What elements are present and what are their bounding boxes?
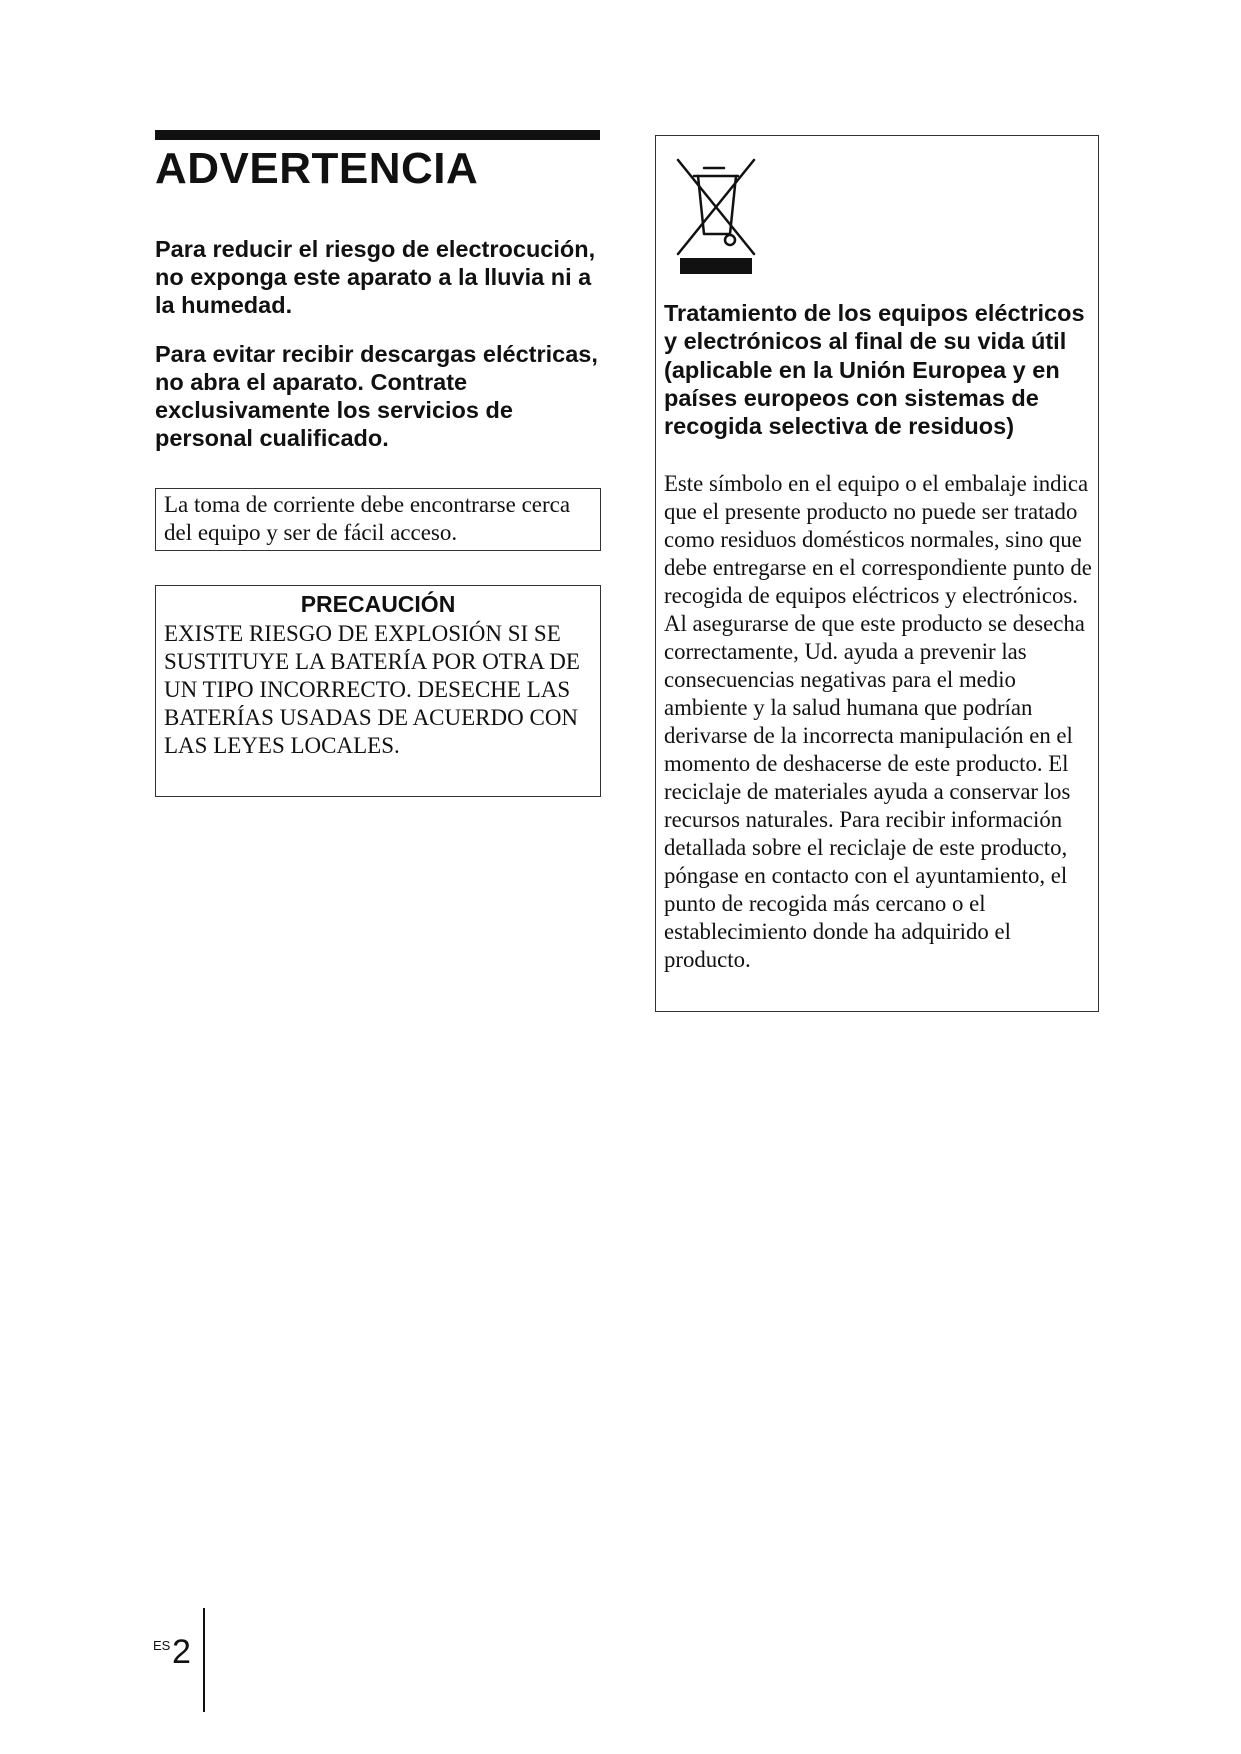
title-rule [155, 130, 600, 140]
crossed-out-wheelie-bin-icon [674, 154, 758, 266]
footer-language-code: ES [153, 1638, 171, 1653]
weee-body-text: Este símbolo en el equipo o el embalaje indica que el presente producto no puede ser tratado como residuos domésticos normales, sino que debe entregarse en el correspondiente punto de recogida de equipos eléctricos y electrónicos. Al asegurarse de que este producto se desecha correctamente, Ud. ayuda a prevenir las consecuencias negativas para el medio ambiente y la salud humana que podrían derivarse de la incorrecta manipulación en el momento de deshacerse de este producto. El reciclaje de materiales ayuda a conservar los recursos naturales. Para recibir información detallada sobre el reciclaje de este producto, póngase en contacto con el ayuntamiento, el punto de recogida más cercano o el establecimiento donde ha adquirido el producto. [664, 471, 1092, 972]
outlet-note-box [155, 488, 601, 551]
warning-moisture: Para reducir el riesgo de electrocución, no exponga este aparato a la lluvia ni a la humedad. [155, 236, 596, 318]
footer-divider [203, 1608, 205, 1712]
caution-box [155, 585, 601, 797]
weee-heading: Tratamiento de los equipos eléctricos y electrónicos al final de su vida útil (aplicable en la Unión Europea y en países europeos con sistemas de recogida selectiva de residuos) [664, 300, 1085, 440]
caution-text: EXISTE RIESGO DE EXPLOSIÓN SI SE SUSTITUYE LA BATERÍA POR OTRA DE UN TIPO INCORRECTO. DESECHE LAS BATERÍAS USADAS DE ACUERDO CON LAS LEYES LOCALES. [164, 621, 580, 758]
page-title: ADVERTENCIA [155, 144, 479, 193]
weee-solid-bar [680, 258, 752, 274]
caution-title: PRECAUCIÓN [300, 591, 456, 617]
warning-shock: Para evitar recibir descargas eléctricas, no abra el aparato. Contrate exclusivamente los servicios de personal cualificado. [155, 341, 598, 451]
weee-box [655, 135, 1099, 1012]
page-number: 2 [172, 1633, 191, 1671]
outlet-note-text: La toma de corriente debe encontrarse cerca del equipo y ser de fácil acceso. [164, 492, 571, 545]
